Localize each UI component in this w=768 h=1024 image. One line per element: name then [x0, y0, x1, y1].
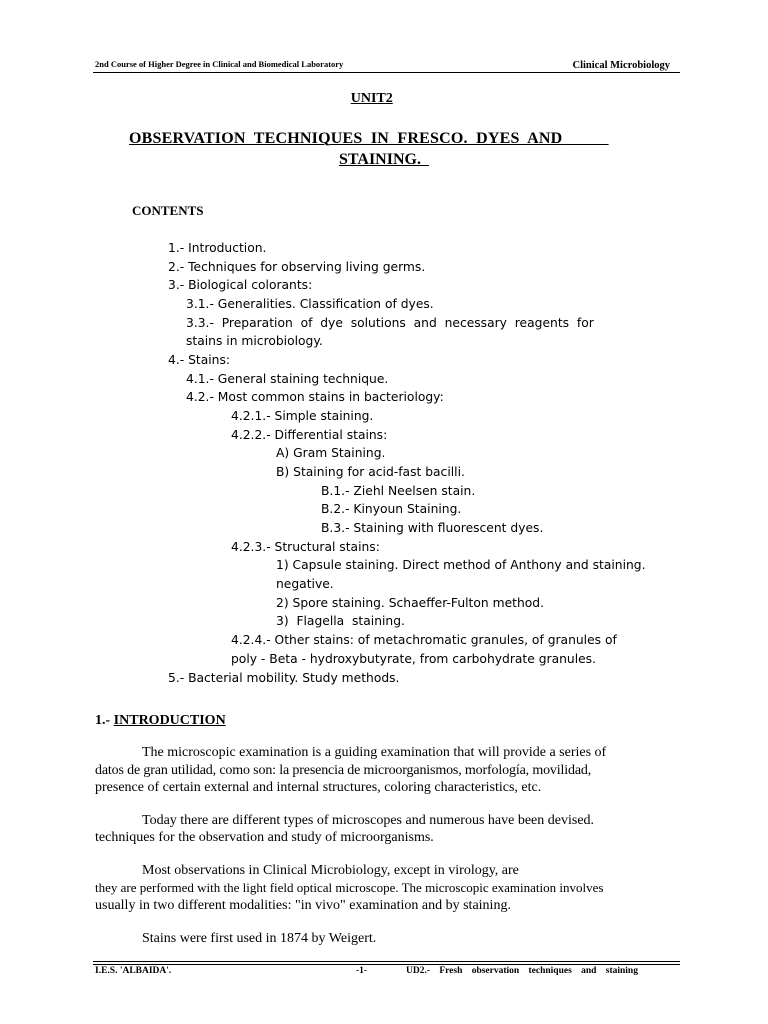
paragraph-line: Most observations in Clinical Microbiology, except in virology, are [142, 863, 519, 878]
toc-item: 1.- Introduction. [168, 241, 267, 255]
footer-word: Fresh [439, 966, 463, 976]
toc-item: B.3.- Staining with fluorescent dyes. [321, 521, 544, 535]
footer-rule [93, 964, 680, 965]
toc-item: 3.1.- Generalities. Classification of dyes. [186, 297, 434, 311]
toc-item: B.1.- Ziehl Neelsen stain. [321, 484, 476, 498]
header-course: 2nd Course of Higher Degree in Clinical and Biomedical Laboratory [95, 59, 344, 69]
footer-word: UD2.- [406, 966, 431, 976]
toc-item: negative. [276, 577, 334, 591]
footer-word: and [581, 966, 597, 976]
unit-label: UNIT2 [350, 91, 393, 106]
toc-item: 4.2.1.- Simple staining. [231, 409, 374, 423]
toc-item: poly - Beta - hydroxybutyrate, from carbohydrate granules. [231, 652, 596, 666]
toc-item: 4.2.2.- Differential stains: [231, 428, 388, 442]
toc-item: stains in microbiology. [186, 334, 323, 348]
document-title-line1: OBSERVATION TECHNIQUES IN FRESCO. DYES AND [129, 130, 563, 147]
toc-item: A) Gram Staining. [276, 446, 386, 460]
toc-item: 5.- Bacterial mobility. Study methods. [168, 671, 400, 685]
toc-item: B.2.- Kinyoun Staining. [321, 502, 462, 516]
toc-item: 2.- Techniques for observing living germs. [168, 260, 426, 274]
footer-word: techniques [528, 966, 572, 976]
toc-item: 1) Capsule staining. Direct method of Anthony and staining. [276, 558, 646, 572]
toc-item: 4.2.- Most common stains in bacteriology: [186, 390, 444, 404]
toc-item: 3.3.- Preparation of dye solutions and necessary reagents for [186, 316, 594, 330]
toc-item: 4.2.3.- Structural stains: [231, 540, 380, 554]
footer-rule [93, 961, 680, 962]
toc-item: 2) Spore staining. Schaeffer-Fulton method. [276, 596, 544, 610]
paragraph-line: presence of certain external and internal structures, coloring characteristics, etc. [95, 780, 542, 795]
toc-item: 4.- Stains: [168, 353, 231, 367]
section-number: 1.- [95, 713, 114, 728]
header-rule [93, 72, 680, 73]
toc-item: 3.- Biological colorants: [168, 278, 313, 292]
paragraph-line: techniques for the observation and study of microorganisms. [95, 830, 434, 845]
toc-item: 4.2.4.- Other stains: of metachromatic granules, of granules of [231, 633, 617, 647]
section-title: INTRODUCTION [113, 713, 226, 728]
toc-item: 4.1.- General staining technique. [186, 372, 389, 386]
toc-item: 3) Flagella staining. [276, 614, 405, 628]
footer-word: observation [471, 966, 520, 976]
paragraph-line: datos de gran utilidad, como son: la presencia de microorganismos, morfología, movilidad, [95, 763, 592, 778]
header-subject: Clinical Microbiology [572, 60, 670, 71]
paragraph-line: Today there are different types of microscopes and numerous have been devised. [142, 813, 595, 828]
section-heading-introduction [95, 713, 226, 729]
footer-unit-title [406, 966, 638, 976]
document-title-line2: STAINING. [339, 151, 421, 168]
paragraph-line: they are performed with the light field optical microscope. The microscopic examination involves [95, 880, 604, 895]
paragraph-line: Stains were first used in 1874 by Weigert. [142, 931, 377, 946]
footer-school: I.E.S. 'ALBAIDA'. [95, 966, 172, 976]
page-number: -1- [356, 966, 368, 976]
toc-item: B) Staining for acid-fast bacilli. [276, 465, 465, 479]
paragraph-line: usually in two different modalities: "in vivo" examination and by staining. [95, 898, 511, 913]
footer-word: staining [605, 966, 638, 976]
contents-heading: CONTENTS [132, 203, 204, 218]
paragraph-line: The microscopic examination is a guiding examination that will provide a series of [142, 745, 607, 760]
